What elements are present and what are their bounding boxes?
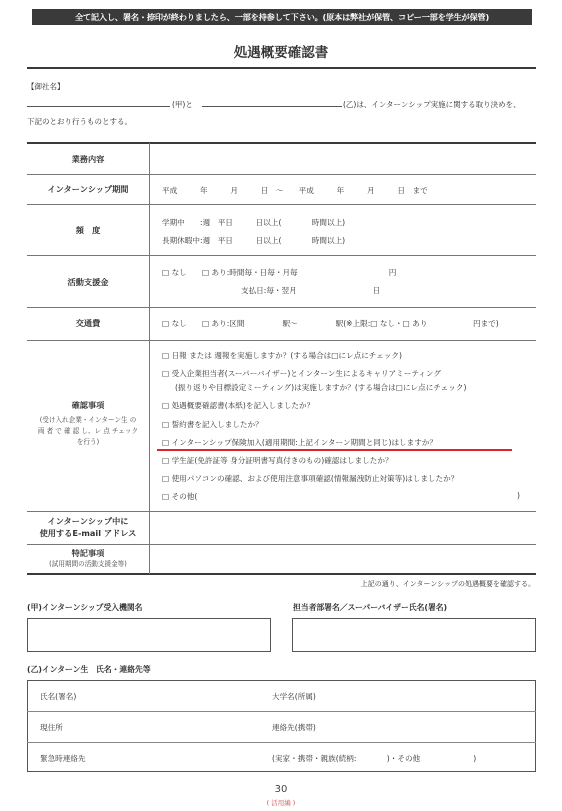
emergency-contact-detail[interactable]: (実家・携帯・親族(続柄: )・その他 ) — [272, 754, 477, 763]
student-phone-label[interactable]: 連絡先(携帯) — [272, 723, 316, 732]
support-amount[interactable]: □ なし □ あり:時間毎・日毎・月毎 円 — [162, 268, 397, 277]
notes-sub-note: (試用期間の活動支援金等) — [49, 560, 127, 568]
support-payday[interactable]: 支払日:毎・翌月 日 — [241, 286, 381, 295]
student-row-divider — [27, 711, 536, 712]
notes-field[interactable] — [150, 545, 536, 574]
confirmation-statement: 上記の通り、インターンシップの処遇概要を確認する。 — [360, 580, 535, 588]
checklist-item-cont: (振り返りや目標設定ミーティング)は実施しますか？(する場合は□にレ点にチェック) — [175, 383, 467, 392]
period-label: インターンシップ期間 — [47, 184, 129, 194]
notes-label-text: 特記事項 — [71, 548, 105, 558]
checklist-item[interactable]: □ 処遇概要確認書(本紙)を記入しましたか？ — [162, 401, 315, 410]
student-row-divider — [27, 742, 536, 743]
company-sign-heading: (甲)インターンシップ受入機関名 — [27, 603, 143, 612]
student-university-label[interactable]: 大学名(所属) — [272, 692, 316, 701]
student-name-label[interactable]: 氏名(署名) — [40, 692, 77, 701]
highlight-underline — [157, 449, 512, 451]
student-address-label[interactable]: 現住所 — [40, 723, 63, 732]
email-field[interactable] — [150, 512, 536, 544]
footer-section-tag: ( 活用編 ) — [266, 799, 296, 807]
emergency-contact-label[interactable]: 緊急時連絡先 — [40, 754, 86, 763]
notes-label — [27, 548, 149, 570]
checklist-other-close: ) — [517, 491, 520, 500]
row-divider — [27, 307, 536, 308]
frequency-label: 頻 度 — [75, 225, 101, 235]
period-field[interactable]: 平成 年 月 日 ～ 平成 年 月 日 まで — [162, 186, 428, 195]
email-label — [27, 515, 149, 539]
row-divider — [27, 204, 536, 205]
student-name-line — [202, 106, 342, 107]
email-label-line1: インターンシップ中に — [47, 516, 129, 526]
page-number: 30 — [274, 784, 288, 795]
confirm-sub-note: (受け入れ企業・インターン生 の 両 者 で 確 認 し、レ 点 チェックを行う) — [37, 416, 139, 446]
checklist-item-other[interactable]: □ その他( — [162, 492, 198, 501]
supervisor-sign-heading: 担当者部署名／スーパーバイザー氏名(署名) — [293, 603, 448, 612]
business-label: 業務内容 — [71, 154, 105, 164]
business-field[interactable] — [150, 143, 536, 174]
checklist-item-insurance[interactable]: □ インターンシップ保険加入(適用期間:上記インターン期間と同じ)はしますか？ — [162, 438, 438, 447]
row-divider — [27, 174, 536, 175]
transport-field[interactable]: □ なし □ あり:区間 駅～ 駅(※上限:□ なし・□ あり 円まで) — [162, 319, 499, 328]
company-name-tag: 【御社名】 — [27, 82, 65, 91]
row-divider — [27, 255, 536, 256]
row-divider — [27, 340, 536, 341]
party-b-text: (乙)は、インターンシップ実施に関する取り決めを、 — [343, 100, 521, 109]
frequency-term[interactable]: 学期中 :週 平日 日以上( 時間以上) — [162, 218, 346, 227]
title-divider — [27, 67, 536, 69]
email-label-line2: 使用するE-mail アドレス — [39, 528, 137, 538]
page-title: 処遇概要確認書 — [233, 45, 329, 61]
intro-line-2: 下記のとおり行うものとする。 — [27, 117, 132, 126]
confirm-label — [27, 400, 149, 448]
confirm-label-text: 確認事項 — [71, 400, 105, 410]
checklist-item[interactable]: □ 学生証(免許証等 身分証明書写真付きのもの)確認はしましたか？ — [162, 456, 393, 465]
checklist-item[interactable]: □ 受入企業担当者(スーパーバイザー)とインターン生によるキャリアミーティング — [162, 369, 441, 378]
instruction-banner: 全て記入し、署名・捺印が終わりましたら、一部を持参して下さい。(原本は弊社が保管、コピー一部を学生が保管) — [32, 9, 532, 25]
checklist-item[interactable]: □ 誓約書を記入しましたか？ — [162, 420, 263, 429]
table-column-divider — [149, 143, 150, 574]
company-sign-box[interactable] — [27, 618, 271, 652]
checklist-item[interactable]: □ 日報 または 週報を実施しますか？(する場合は□にレ点にチェック) — [162, 351, 402, 360]
frequency-vacation[interactable]: 長期休暇中:週 平日 日以上( 時間以上) — [162, 236, 346, 245]
supervisor-sign-box[interactable] — [292, 618, 536, 652]
support-label: 活動支援金 — [67, 277, 109, 287]
party-a-text: (甲)と — [172, 100, 193, 109]
student-heading: (乙)インターン生 氏名・連絡先等 — [27, 665, 151, 674]
transport-label: 交通費 — [75, 318, 101, 328]
company-name-line — [27, 106, 170, 107]
checklist-item[interactable]: □ 使用パソコンの確認、および使用注意事項確認(情報漏洩防止対策等)はしましたか？ — [162, 474, 459, 483]
